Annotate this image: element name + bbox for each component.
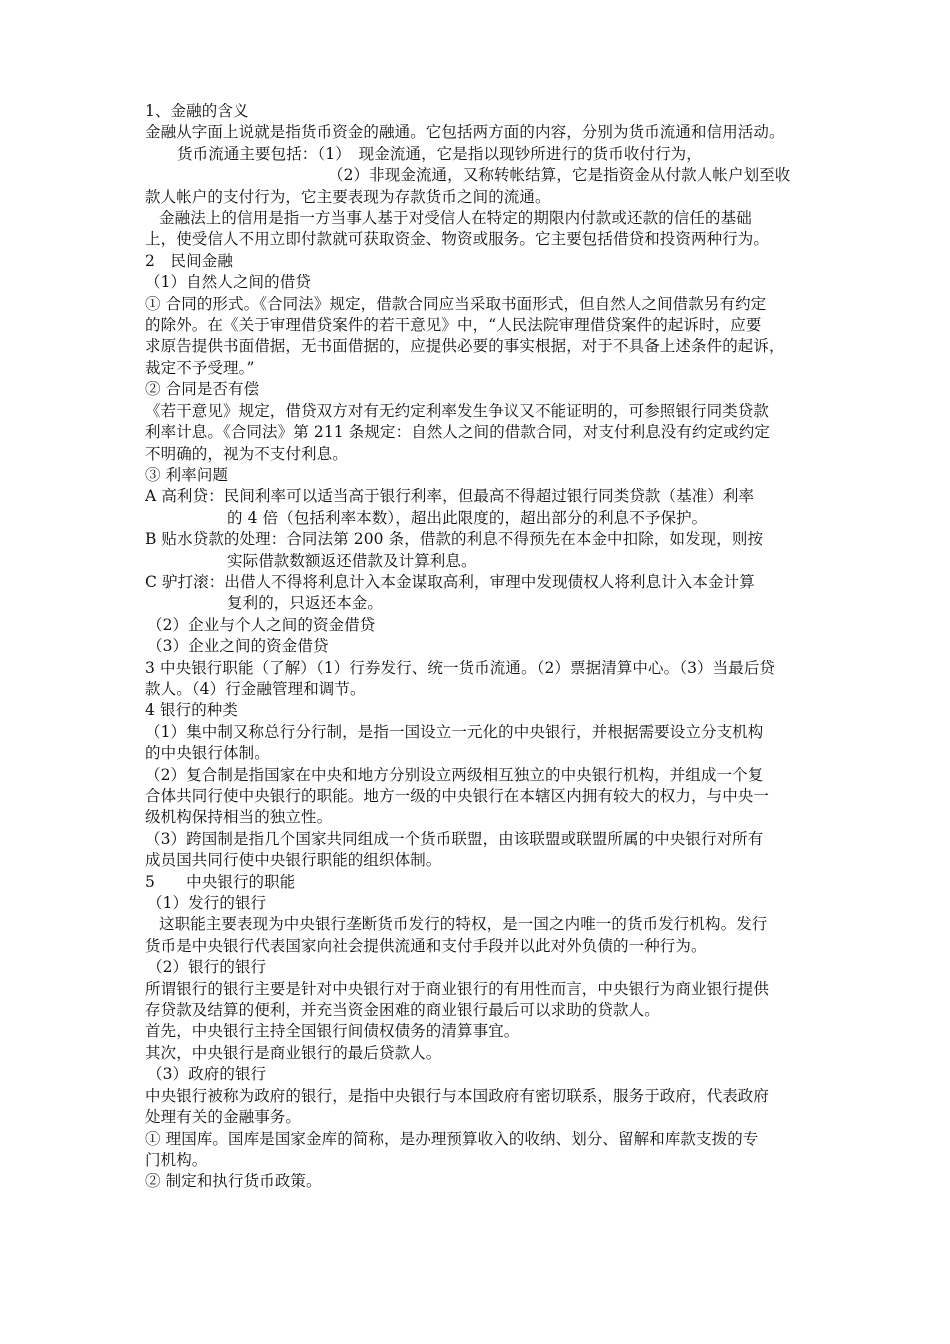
text-line: 处理有关的金融事务。 [145,1108,302,1127]
text-line: 实际借款数额返还借款及计算利息。 [227,551,477,570]
text-line: ② 制定和执行货币政策。 [145,1172,322,1191]
text-line: 其次，中央银行是商业银行的最后贷款人。 [145,1043,442,1062]
text-line: ② 合同是否有偿 [145,380,260,399]
text-line: 门机构。 [145,1150,208,1169]
text-line: ① 理国库。国库是国家金库的简称，是办理预算收入的收纳、划分、留解和库款支拨的专 [145,1129,759,1148]
text-line: 的中央银行体制。 [145,744,270,763]
text-line: 的除外。在《关于审理借贷案件的若干意见》中，“人民法院审理借贷案件的起诉时，应要 [145,316,762,335]
text-line: 货币流通主要包括：（1） 现金流通，它是指以现钞所进行的货币收付行为， [177,144,702,163]
text-line: 1、金融的含义 [145,102,249,120]
text-line: 4 银行的种类 [145,701,238,720]
text-line: 金融法上的信用是指一方当事人基于对受信人在特定的期限内付款或还款的信任的基础 [159,209,752,228]
text-line: （3）政府的银行 [147,1065,267,1084]
text-line: （2）非现金流通，又称转帐结算，它是指资金从付款人帐户划至收 [328,166,791,185]
text-line: 2 民间金融 [145,251,233,270]
text-line: 级机构保持相当的独立性。 [145,808,333,827]
text-line: 款人帐户的支付行为，它主要表现为存款货币之间的流通。 [145,187,551,206]
text-line: ③ 利率问题 [145,465,229,484]
document-body [145,101,815,1193]
text-line: 利率计息。《合同法》第 211 条规定：自然人之间的借款合同，对支付利息没有约定或约定 [145,423,770,442]
text-line: A 高利贷：民间利率可以适当高于银行利率，但最高不得超过银行同类贷款（基准）利率 [145,487,755,506]
text-line: 的 4 倍（包括利率本数），超出此限度的，超出部分的利息不予保护。 [227,508,708,527]
text-line: （3）跨国制是指几个国家共同组成一个货币联盟，由该联盟或联盟所属的中央银行对所有 [145,829,764,848]
text-line: 首先，中央银行主持全国银行间债权债务的清算事宜。 [145,1022,520,1041]
text-line: ① 合同的形式。《合同法》规定，借款合同应当采取书面形式，但自然人之间借款另有约定 [145,294,767,313]
text-line: （3）企业之间的资金借贷 [147,637,329,656]
text-line: 求原告提供书面借据，无书面借据的，应提供必要的事实根据，对于不具备上述条件的起诉， [145,337,785,356]
text-line: （2）复合制是指国家在中央和地方分别设立两级相互独立的中央银行机构，并组成一个复 [145,765,764,784]
text-line: 所谓银行的银行主要是针对中央银行对于商业银行的有用性而言，中央银行为商业银行提供 [145,979,770,998]
text-line: 款人。（4）行金融管理和调节。 [145,679,366,698]
text-line: 存贷款及结算的便利，并充当资金困难的商业银行最后可以求助的贷款人。 [145,1001,660,1020]
text-line: 《若干意见》规定，借贷双方对有无约定利率发生争议又不能证明的，可参照银行同类贷款 [145,401,770,420]
text-line: 中央银行被称为政府的银行，是指中央银行与本国政府有密切联系，服务于政府，代表政府 [145,1086,770,1105]
text-line: （2）银行的银行 [147,958,267,977]
text-line: （2）企业与个人之间的资金借贷 [147,615,376,634]
text-line: 上，使受信人不用立即付款就可获取资金、物资或服务。它主要包括借贷和投资两种行为。 [145,230,770,249]
text-line: 合体共同行使中央银行的职能。地方一级的中央银行在本辖区内拥有较大的权力，与中央一 [145,787,770,805]
text-line: （1）发行的银行 [147,894,267,913]
text-line: 裁定不予受理。” [145,358,255,377]
text-line: 货币是中央银行代表国家向社会提供流通和支付手段并以此对外负债的一种行为。 [145,936,707,955]
text-line: （1）集中制又称总行分行制，是指一国设立一元化的中央银行，并根据需要设立分支机构 [145,722,764,741]
text-line: 金融从字面上说就是指货币资金的融通。它包括两方面的内容，分别为货币流通和信用活动。 [145,123,785,142]
text-line: 复利的，只返还本金。 [227,594,384,613]
text-line: 3 中央银行职能（了解）（1）行券发行、统一货币流通。（2）票据清算中心。（3）当最后贷 [145,658,776,677]
text-line: C 驴打滚：出借人不得将利息计入本金谋取高利，审理中发现债权人将利息计入本金计算 [145,572,755,591]
text-line: 5 中央银行的职能 [145,872,296,891]
text-line: 不明确的，视为不支付利息。 [145,444,348,463]
text-line: 这职能主要表现为中央银行垄断货币发行的特权，是一国之内唯一的货币发行机构。发行 [159,915,768,934]
text-line: （1）自然人之间的借贷 [145,273,311,292]
text-line: B 贴水贷款的处理：合同法第 200 条，借款的利息不得预先在本金中扣除，如发现，则按 [145,530,764,549]
text-line: 成员国共同行使中央银行职能的组织体制。 [145,851,442,870]
